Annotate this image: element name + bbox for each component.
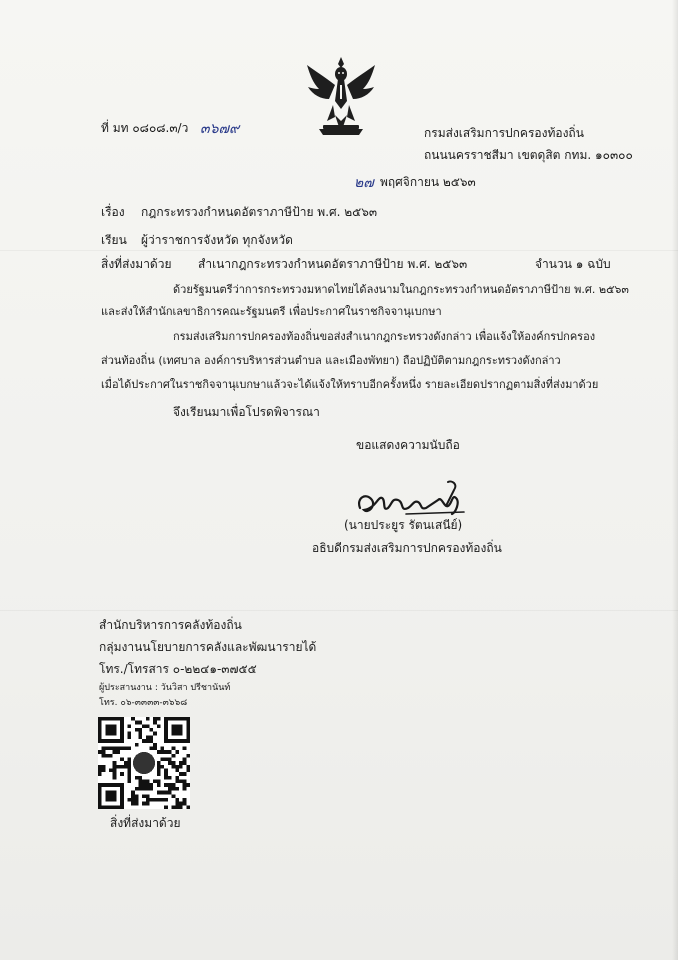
recipient-label: เรียน xyxy=(101,233,127,247)
footer-coordinator-phone: โทร. ๐๖-๓๓๓๓-๓๖๖๘ xyxy=(99,698,188,708)
enclosure-count: จำนวน ๑ ฉบับ xyxy=(535,257,611,271)
qr-code[interactable] xyxy=(98,717,190,809)
issuer-address: ถนนนครราชสีมา เขตดุสิต กทม. ๑๐๓๐๐ xyxy=(424,148,633,162)
paragraph-1-line-2: และส่งให้สำนักเลขาธิการคณะรัฐมนตรี เพื่อประกาศในราชกิจจานุเบกษา xyxy=(101,305,442,318)
issuer-name: กรมส่งเสริมการปกครองท้องถิ่น xyxy=(424,126,584,140)
footer-phone-fax: โทร./โทรสาร ๐-๒๒๔๑-๓๗๕๕ xyxy=(99,662,257,676)
footer-coordinator: ผู้ประสานงาน : วันวิสา ปรีชานันท์ xyxy=(99,683,231,693)
paragraph-2-line-2: ส่วนท้องถิ่น (เทศบาล องค์การบริหารส่วนตำบล และเมืองพัทยา) ถือปฏิบัติตามกฎกระทรวงดังกล่าว xyxy=(101,354,561,367)
paragraph-1-line-1: ด้วยรัฐมนตรีว่าการกระทรวงมหาดไทยได้ลงนามในกฎกระทรวงกำหนดอัตราภาษีป้าย พ.ศ. ๒๕๖๓ xyxy=(173,283,629,296)
enclosure-text: สำเนากฎกระทรวงกำหนดอัตราภาษีป้าย พ.ศ. ๒๕๖๓ xyxy=(198,257,468,271)
footer-office: สำนักบริหารการคลังท้องถิ่น xyxy=(99,618,242,632)
closing-regards: ขอแสดงความนับถือ xyxy=(356,438,460,452)
paragraph-2-line-3: เมื่อได้ประกาศในราชกิจจานุเบกษาแล้วจะได้แจ้งให้ทราบอีกครั้งหนึ่ง รายละเอียดปรากฏตามสิ่งที่ส่งมาด้วย xyxy=(101,378,599,391)
enclosure-label: สิ่งที่ส่งมาด้วย xyxy=(101,257,172,271)
paragraph-2-line-1: กรมส่งเสริมการปกครองท้องถิ่นขอส่งสำเนากฎกระทรวงดังกล่าว เพื่อแจ้งให้องค์กรปกครอง xyxy=(173,330,596,343)
qr-caption: สิ่งที่ส่งมาด้วย xyxy=(110,816,181,830)
signatory-name: (นายประยูร รัตนเสนีย์) xyxy=(344,518,463,532)
reference-handwritten-number: ๓๖๗๙ xyxy=(200,121,240,137)
footer-division: กลุ่มงานนโยบายการคลังและพัฒนารายได้ xyxy=(99,640,317,654)
paper-edge-shadow xyxy=(672,0,678,960)
paragraph-3: จึงเรียนมาเพื่อโปรดพิจารณา xyxy=(173,405,320,419)
date-day: ๒๗ xyxy=(354,175,374,191)
reference-number: ที่ มท ๐๘๐๘.๓/ว xyxy=(101,121,189,135)
paper-fold-line xyxy=(0,610,678,611)
subject-label: เรื่อง xyxy=(101,205,125,219)
qr-center-emblem-icon xyxy=(133,752,155,774)
signatory-title: อธิบดีกรมส่งเสริมการปกครองท้องถิ่น xyxy=(312,541,502,555)
recipient-text: ผู้ว่าราชการจังหวัด ทุกจังหวัด xyxy=(141,233,293,247)
paper-fold-line xyxy=(0,250,678,251)
subject-text: กฎกระทรวงกำหนดอัตราภาษีป้าย พ.ศ. ๒๕๖๓ xyxy=(141,205,378,219)
date-month-year: พฤศจิกายน ๒๕๖๓ xyxy=(380,175,476,189)
garuda-emblem-icon xyxy=(305,55,377,137)
